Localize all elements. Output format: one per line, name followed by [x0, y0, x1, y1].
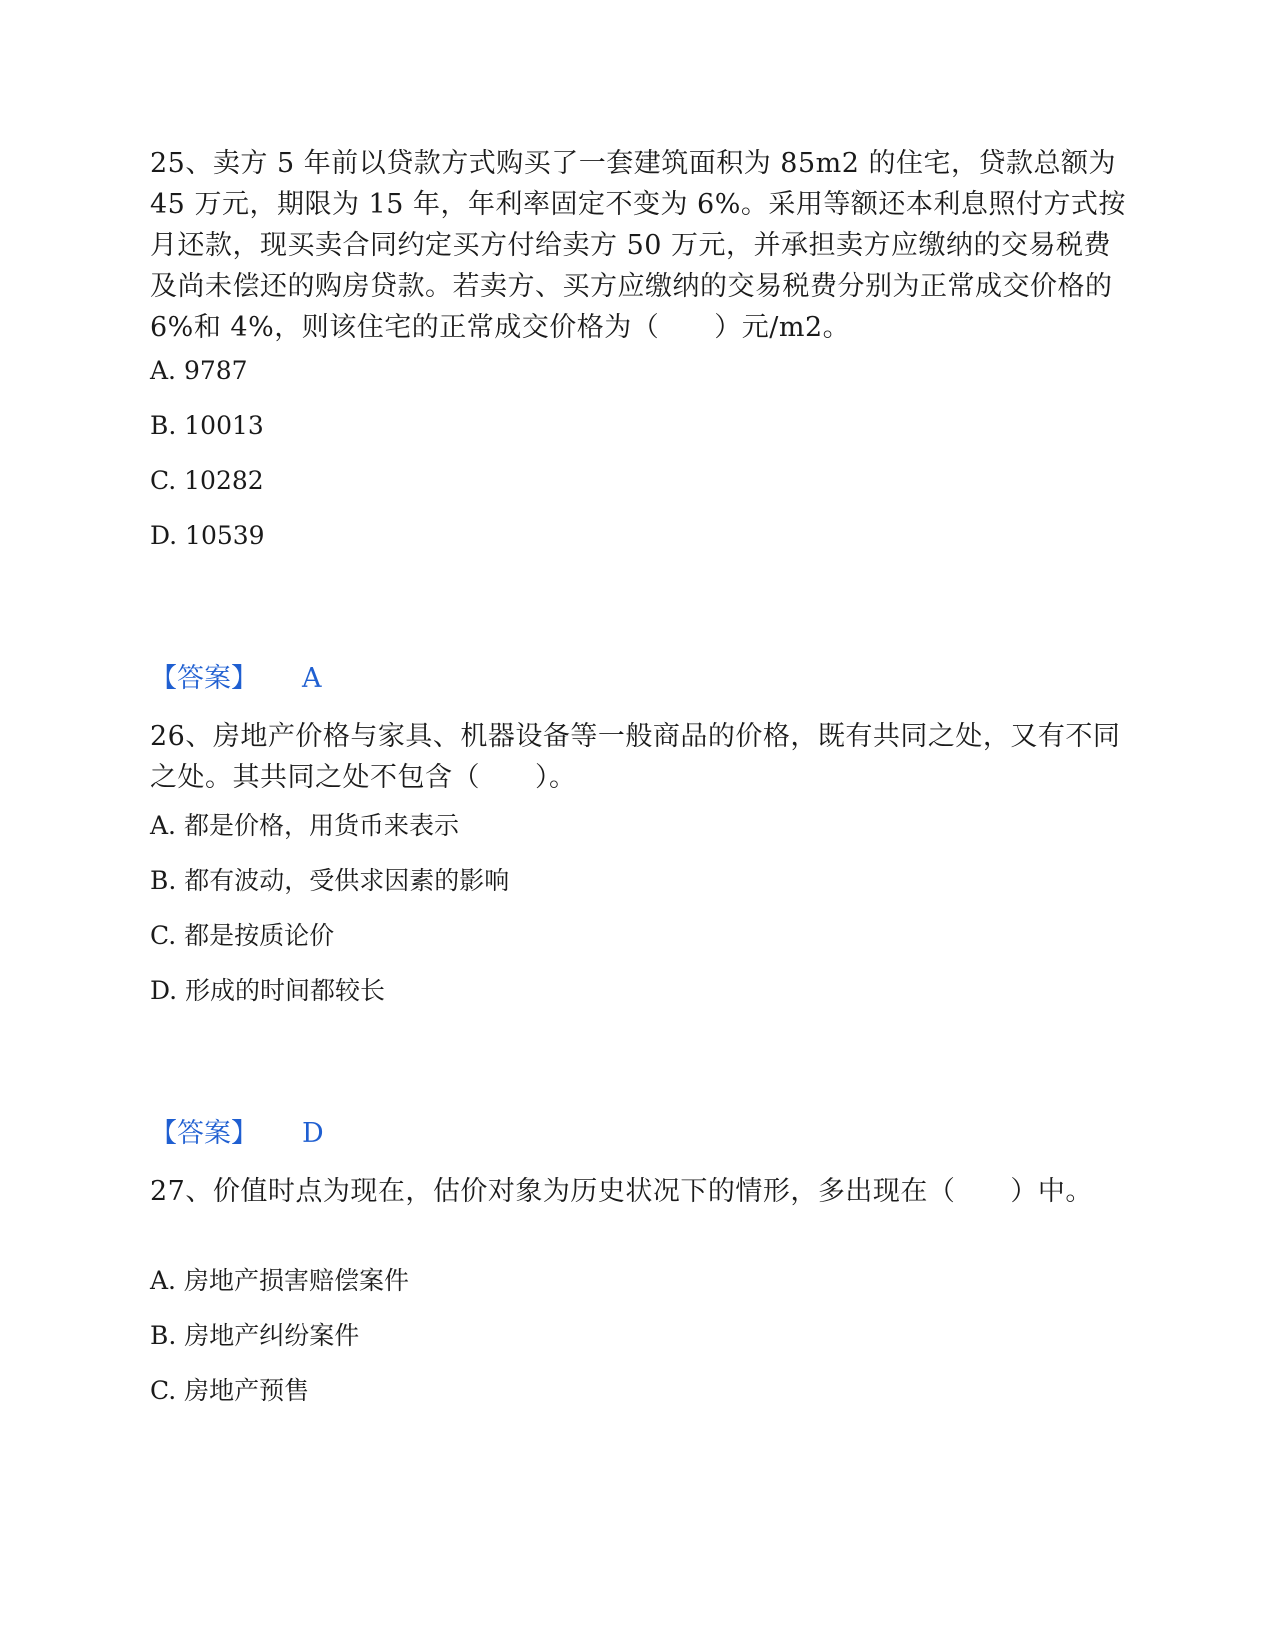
answer-line: [150, 1117, 324, 1151]
option-b: B. 10013: [150, 411, 264, 440]
question-stem: 27、价值时点为现在，估价对象为历史状况下的情形，多出现在（ ）中。: [150, 1176, 1093, 1207]
option-c: C. 房地产预售: [150, 1376, 310, 1405]
option-a: A. 9787: [150, 356, 248, 385]
question-stem: 25、卖方 5 年前以贷款方式购买了一套建筑面积为 85m2 的住宅，贷款总额为 45 万元，期限为 15 年，年利率固定不变为 6%。采用等额还本利息照付方式按月还款，现买卖合同约定买方付给卖方 50 万元，并承担卖方应缴纳的交易税费及尚未偿还的购房贷款。若卖方、买方应缴纳的交易税费分别为正常成交价格的 6%和 4%，则该住宅的正常成交价格为（ ）元/m2。: [150, 148, 1126, 343]
option-a: A. 房地产损害赔偿案件: [150, 1266, 409, 1295]
question-stem: 26、房地产价格与家具、机器设备等一般商品的价格，既有共同之处，又有不同之处。其共同之处不包含（ ）。: [150, 721, 1121, 793]
answer-label: 【答案】: [150, 1118, 258, 1149]
option-d: D. 形成的时间都较长: [150, 976, 386, 1005]
question-25: [150, 143, 1130, 348]
answer-label: 【答案】: [150, 663, 258, 694]
answer-value: D: [302, 1118, 324, 1149]
option-d: D. 10539: [150, 521, 265, 550]
option-c: C. 都是按质论价: [150, 921, 335, 950]
option-b: B. 都有波动，受供求因素的影响: [150, 866, 510, 895]
answer-value: A: [302, 663, 322, 694]
question-27: [150, 1171, 1130, 1212]
option-a: A. 都是价格，用货币来表示: [150, 811, 459, 840]
answer-line: [150, 662, 322, 696]
question-26: [150, 716, 1130, 798]
option-c: C. 10282: [150, 466, 264, 495]
option-b: B. 房地产纠纷案件: [150, 1321, 360, 1350]
